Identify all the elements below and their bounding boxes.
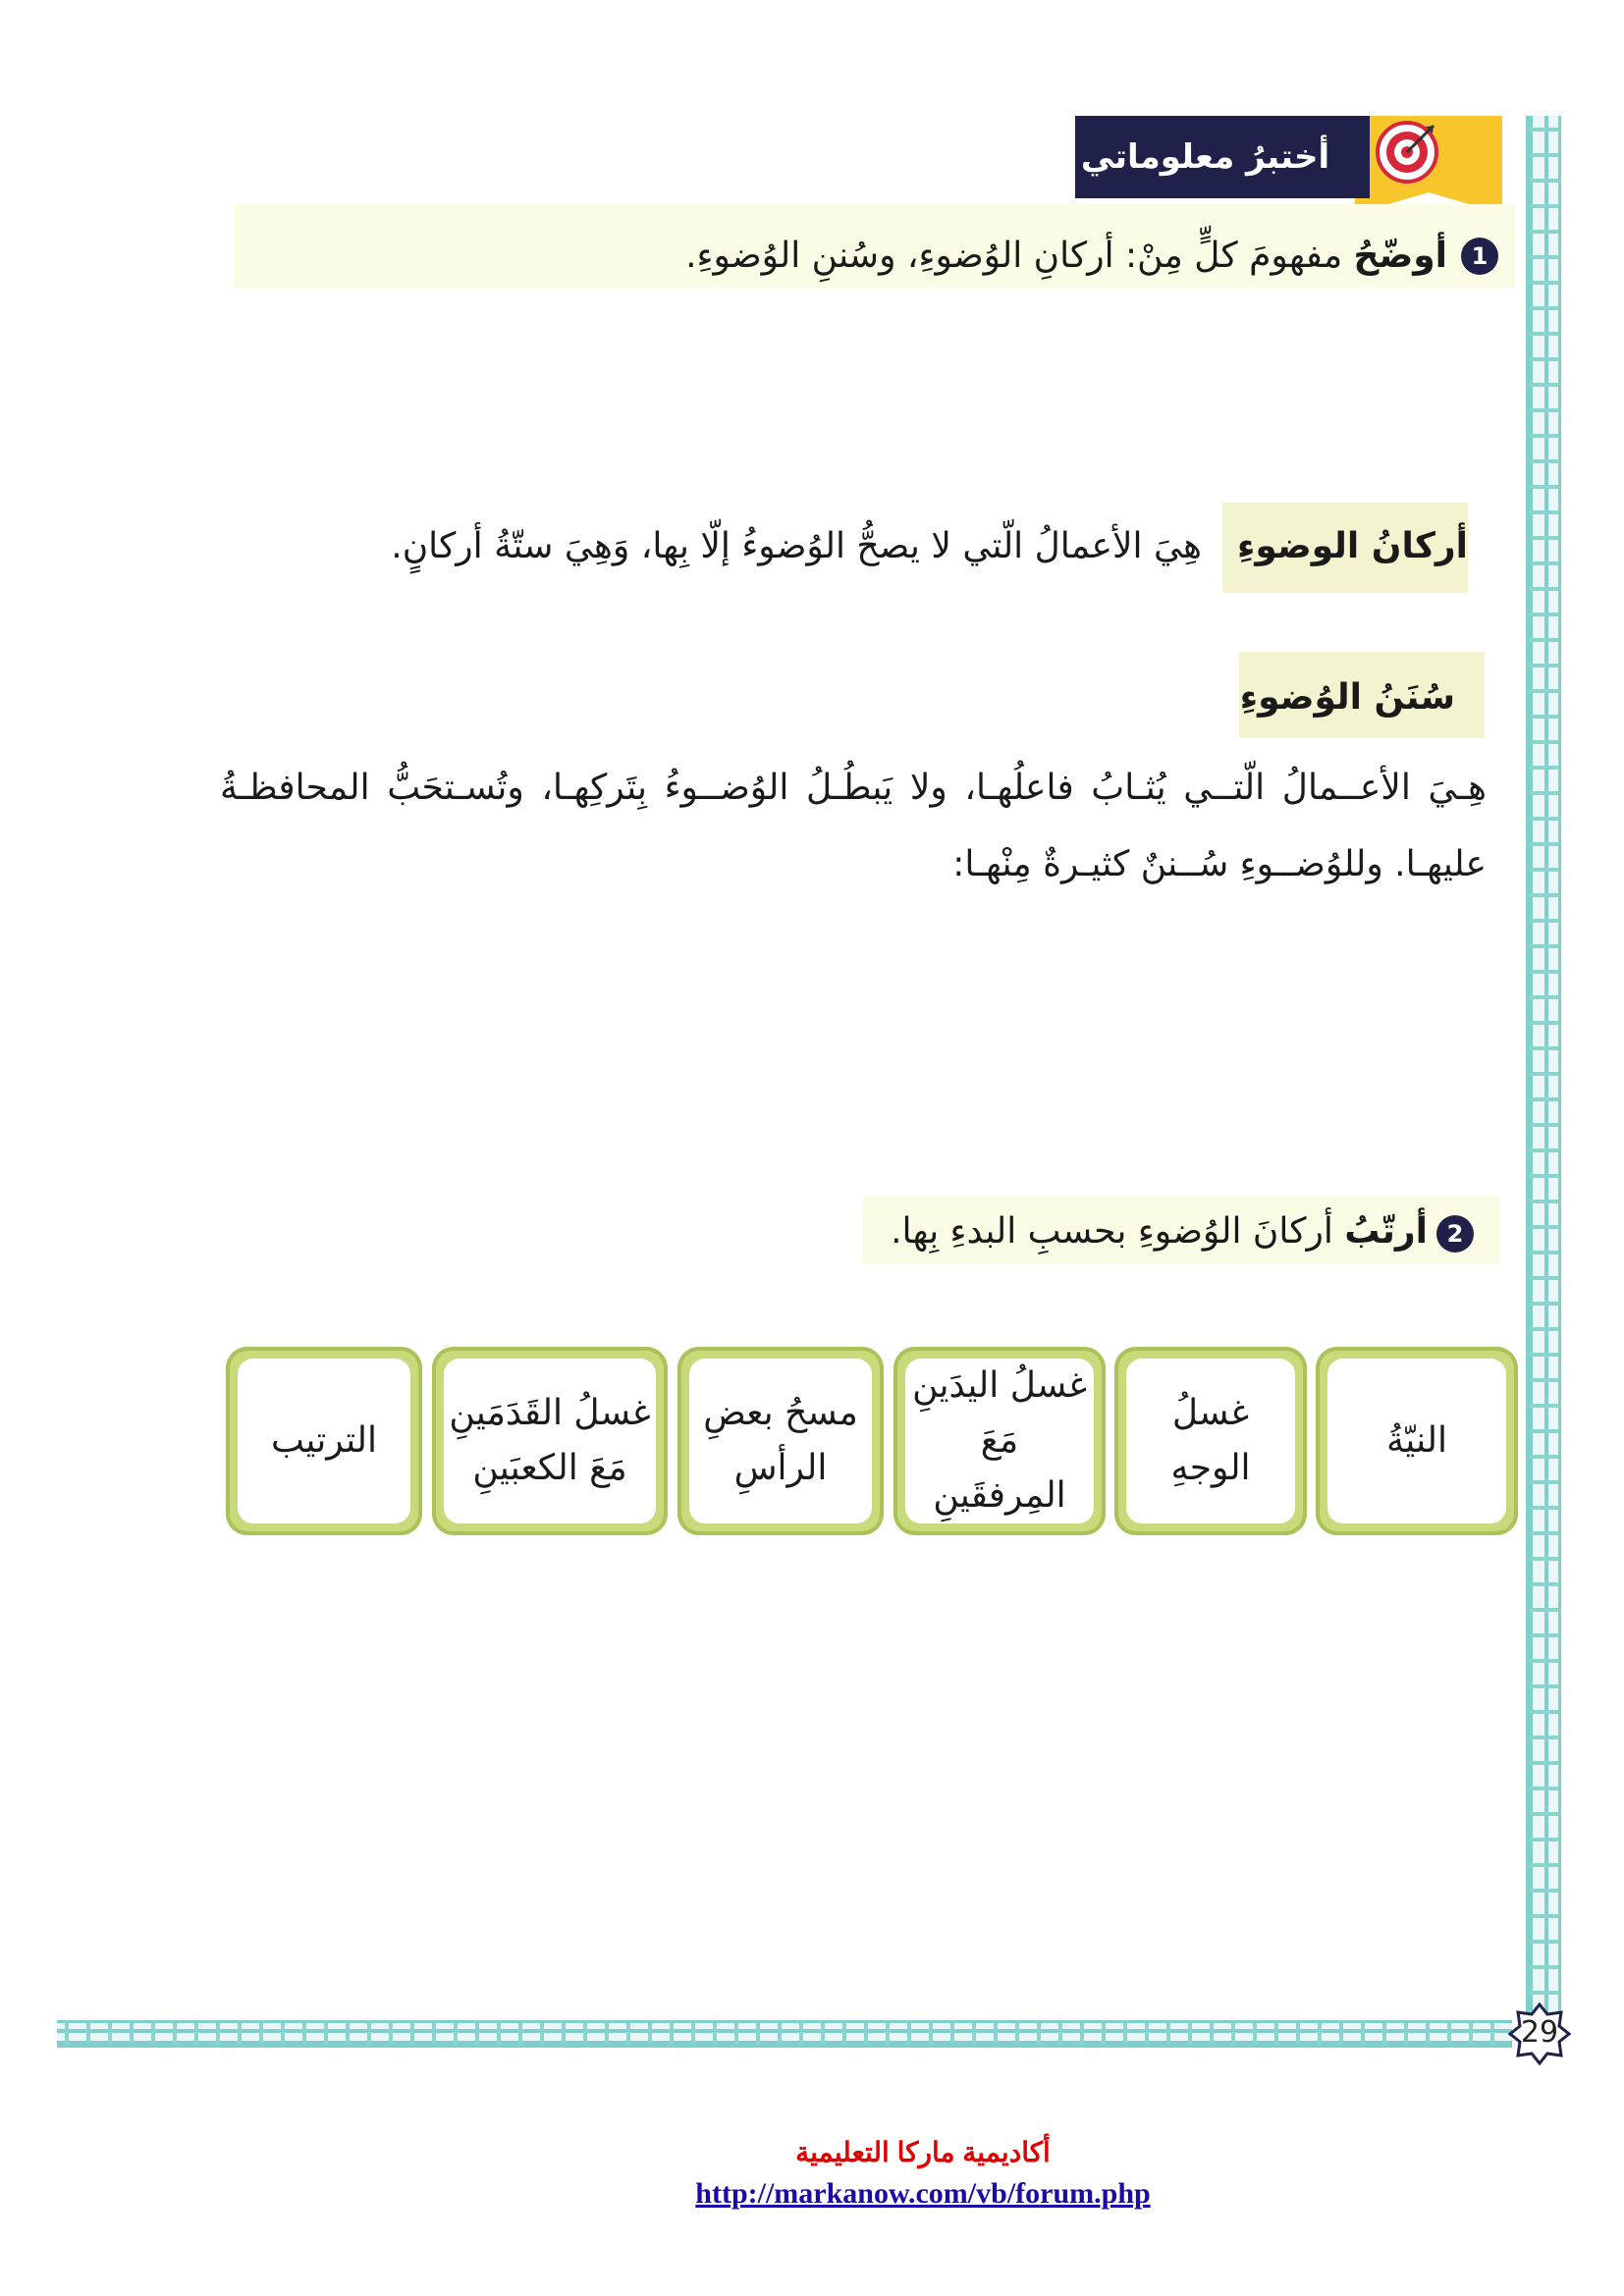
question1-verb: أوضّحُ bbox=[1353, 236, 1447, 276]
page-number: 29 bbox=[1520, 2015, 1559, 2050]
arkan-label: أركانُ الوضوءِ bbox=[1237, 526, 1468, 566]
sunan-definition: هِـيَ الأعــمالُ الّتــي يُثـابُ فاعلُهـا، ولا يَبطُـلُ الوُضــوءُ بِتَركِهـا، وتُسـتحَبُّ المحافظـةُ عليهـا. وللوُضــوءِ سُــننٌ كثيـرةٌ مِنْهـا: bbox=[220, 768, 1487, 884]
side-meander-border bbox=[1526, 116, 1561, 2030]
card-wash-face[interactable] bbox=[1114, 1347, 1307, 1535]
card-text: غسلُ اليدَينِ مَعَ المِرفقَينِ bbox=[905, 1359, 1094, 1523]
target-icon bbox=[1373, 118, 1441, 187]
card-text: مسحُ بعضِ الرأسِ bbox=[689, 1359, 872, 1523]
question2-verb: أرتّبُ bbox=[1344, 1211, 1428, 1252]
question2-rest: أركانَ الوُضوءِ بحسبِ البدءِ بِها. bbox=[891, 1211, 1345, 1252]
question1-number: 1 bbox=[1461, 238, 1498, 275]
sunan-label: سُنَنُ الوُضوءِ bbox=[1239, 677, 1455, 718]
bottom-meander-border bbox=[57, 2020, 1512, 2048]
card-wash-hands[interactable] bbox=[893, 1347, 1106, 1535]
card-text: غسلُ القَدَمَينِ مَعَ الكعبَينِ bbox=[444, 1359, 656, 1523]
section-title: أختبرُ معلوماتي bbox=[1080, 137, 1330, 177]
question1-text bbox=[564, 232, 1447, 281]
question2-text bbox=[789, 1207, 1428, 1256]
card-niyyah[interactable] bbox=[1316, 1347, 1518, 1535]
arkan-definition: هِيَ الأعمالُ الّتي لا يصحُّ الوُضوءُ إلّا بِها، وَهِيَ ستّةُ أركانٍ. bbox=[391, 526, 1202, 566]
footer-forum-link[interactable]: http://markanow.com/vb/forum.php bbox=[695, 2177, 1151, 2210]
order-cards bbox=[226, 1347, 1518, 1543]
card-text: غسلُ الوجهِ bbox=[1126, 1359, 1295, 1523]
card-wipe-head[interactable] bbox=[677, 1347, 884, 1535]
card-tarteeb[interactable] bbox=[226, 1347, 422, 1535]
question2-number: 2 bbox=[1436, 1215, 1474, 1253]
card-text: الترتيب bbox=[238, 1359, 410, 1523]
card-wash-feet[interactable] bbox=[432, 1347, 668, 1535]
footer-academy-name: أكاديمية ماركا التعليمية bbox=[795, 2137, 1051, 2167]
question1-rest: مفهومَ كلٍّ مِنْ: أركانِ الوُضوءِ، وسُننِ الوُضوءِ. bbox=[685, 236, 1354, 276]
card-text: النيّةُ bbox=[1327, 1359, 1506, 1523]
